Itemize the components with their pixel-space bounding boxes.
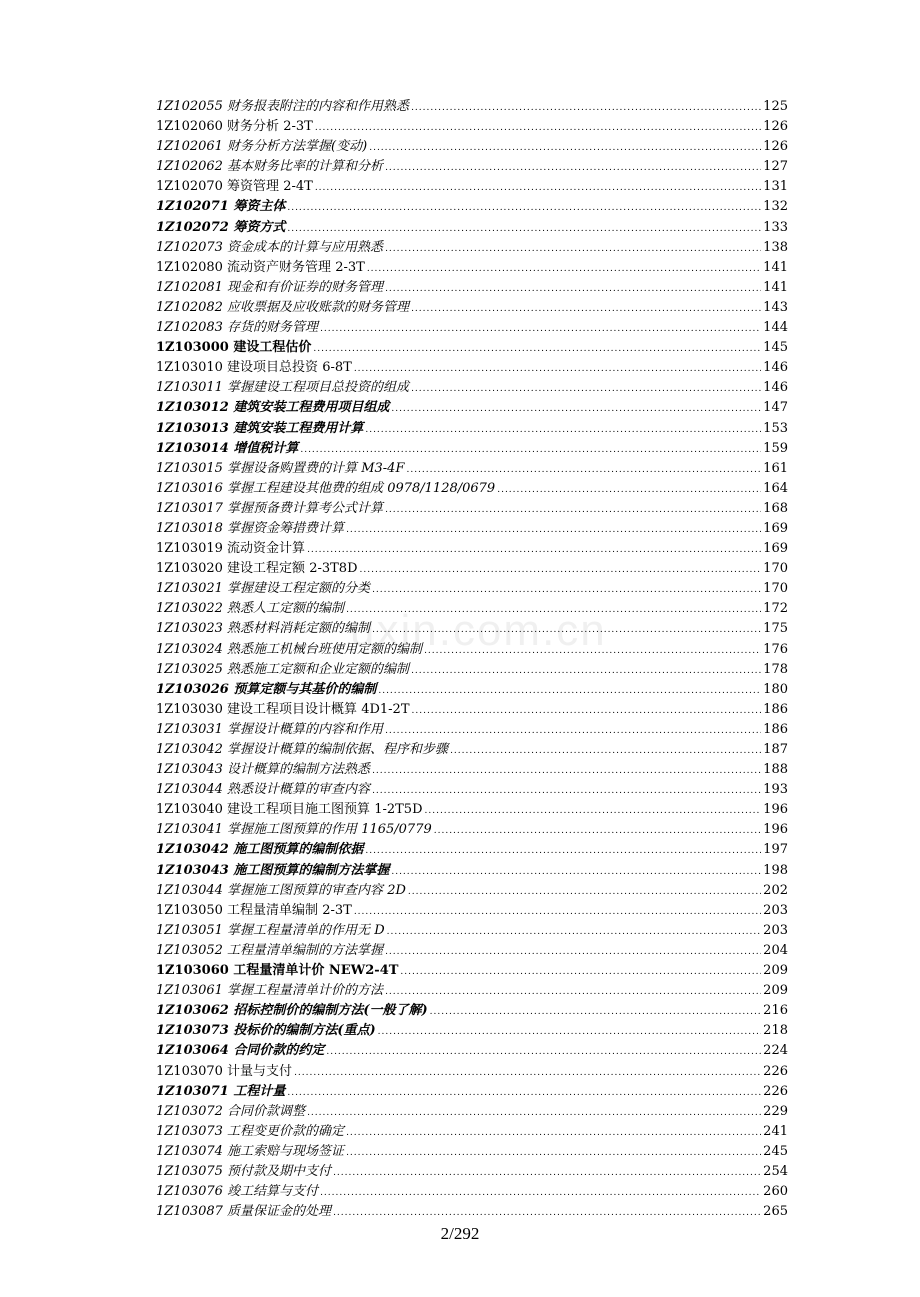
- toc-entry[interactable]: [156, 599, 788, 619]
- toc-entry-title: 1Z103021 掌握建设工程定额的分类: [156, 581, 371, 597]
- dot-leader: [385, 942, 761, 962]
- toc-entry-page: 197: [763, 842, 788, 858]
- toc-entry-page: 188: [763, 762, 788, 778]
- dot-leader: [430, 1002, 762, 1022]
- toc-entry[interactable]: [156, 1001, 788, 1021]
- dot-leader: [360, 560, 762, 580]
- toc-entry-title: 1Z103016 掌握工程建设其他费的组成 0978/1128/0679: [156, 480, 496, 496]
- page-number: 2/292: [440, 1224, 480, 1243]
- toc-entry-page: 209: [763, 983, 788, 999]
- dot-leader: [367, 259, 761, 279]
- toc-entry-title: 1Z103013 建筑安装工程费用计算: [156, 420, 364, 436]
- toc-entry-title: 1Z102071 筹资主体: [156, 199, 286, 215]
- dot-leader: [294, 1063, 761, 1083]
- toc-entry-title: 1Z103072 合同价款调整: [156, 1103, 306, 1119]
- toc-entry-title: 1Z103030 建设工程项目设计概算 4D1-2T: [156, 701, 410, 717]
- dot-leader: [391, 399, 761, 419]
- toc-entry-title: 1Z103014 增值税计算: [156, 440, 299, 456]
- toc-entry-title: 1Z102081 现金和有价证券的财务管理: [156, 279, 384, 295]
- toc-entry[interactable]: [156, 238, 788, 258]
- toc-entry-page: 224: [763, 1043, 788, 1059]
- toc-entry-title: 1Z103040 建设工程项目施工图预算 1-2T5D: [156, 802, 423, 818]
- toc-entry-page: 172: [763, 601, 788, 617]
- toc-entry-page: 226: [763, 1063, 788, 1079]
- toc-entry-page: 141: [763, 259, 788, 275]
- toc-entry[interactable]: [156, 278, 788, 298]
- dot-leader: [385, 500, 761, 520]
- toc-entry-page: 226: [763, 1083, 788, 1099]
- toc-entry-title: 1Z103023 熟悉材料消耗定额的编制: [156, 621, 371, 637]
- toc-entry[interactable]: [156, 760, 788, 780]
- toc-entry[interactable]: [156, 559, 788, 579]
- toc-entry[interactable]: [156, 740, 788, 760]
- toc-entry-title: 1Z103052 工程量清单编制的方法掌握: [156, 942, 384, 958]
- dot-leader: [385, 721, 761, 741]
- toc-entry-page: 186: [763, 701, 788, 717]
- toc-entry-title: 1Z103060 工程量清单计价 NEW2-4T: [156, 963, 399, 979]
- dot-leader: [391, 862, 761, 882]
- toc-entry[interactable]: [156, 439, 788, 459]
- toc-entry[interactable]: [156, 700, 788, 720]
- toc-entry[interactable]: [156, 258, 788, 278]
- toc-entry-page: 186: [763, 721, 788, 737]
- toc-entry-title: 1Z103042 掌握设计概算的编制依据、程序和步骤: [156, 742, 449, 757]
- toc-entry[interactable]: [156, 981, 788, 1001]
- dot-leader: [365, 420, 761, 440]
- toc-entry-title: 1Z103074 施工索赔与现场签证: [156, 1143, 345, 1159]
- dot-leader: [369, 138, 761, 158]
- dot-leader: [333, 1203, 761, 1223]
- toc-entry-page: 138: [763, 239, 788, 255]
- table-of-contents: [156, 97, 788, 1222]
- toc-entry[interactable]: [156, 358, 788, 378]
- toc-entry-title: 1Z102080 流动资产财务管理 2-3T: [156, 259, 365, 275]
- toc-entry[interactable]: [156, 901, 788, 921]
- dot-leader: [320, 1183, 761, 1203]
- dot-leader: [412, 701, 762, 721]
- toc-entry-page: 126: [763, 139, 788, 155]
- dot-leader: [372, 580, 761, 600]
- toc-entry-title: 1Z102072 筹资方式: [156, 219, 286, 235]
- toc-entry[interactable]: [156, 177, 788, 197]
- dot-leader: [400, 962, 761, 982]
- toc-entry[interactable]: [156, 1062, 788, 1082]
- toc-entry[interactable]: [156, 137, 788, 157]
- toc-entry-page: 176: [763, 641, 788, 657]
- toc-entry[interactable]: [156, 318, 788, 338]
- dot-leader: [411, 379, 761, 399]
- toc-entry[interactable]: [156, 1122, 788, 1142]
- toc-entry-page: 126: [763, 119, 788, 135]
- toc-entry-page: 216: [763, 1003, 788, 1019]
- toc-entry-title: 1Z102062 基本财务比率的计算和分析: [156, 159, 384, 175]
- dot-leader: [320, 319, 761, 339]
- dot-leader: [406, 460, 761, 480]
- dot-leader: [385, 279, 761, 299]
- toc-entry[interactable]: [156, 1102, 788, 1122]
- toc-entry-page: 254: [763, 1163, 788, 1179]
- dot-leader: [450, 741, 761, 761]
- toc-entry-title: 1Z103076 竣工结算与支付: [156, 1184, 319, 1200]
- toc-entry[interactable]: [156, 459, 788, 479]
- toc-entry-page: 196: [763, 802, 788, 818]
- dot-leader: [411, 98, 761, 118]
- dot-leader: [287, 1083, 761, 1103]
- toc-entry-title: 1Z103075 预付款及期中支付: [156, 1163, 332, 1179]
- dot-leader: [346, 600, 761, 620]
- toc-entry-title: 1Z103061 掌握工程量清单计价的方法: [156, 983, 384, 999]
- toc-entry[interactable]: [156, 1202, 788, 1222]
- toc-entry[interactable]: [156, 1082, 788, 1102]
- toc-entry[interactable]: [156, 579, 788, 599]
- dot-leader: [408, 882, 761, 902]
- toc-entry[interactable]: [156, 840, 788, 860]
- toc-entry-page: 241: [763, 1123, 788, 1139]
- dot-leader: [346, 520, 761, 540]
- toc-entry[interactable]: [156, 1041, 788, 1061]
- dot-leader: [287, 198, 761, 218]
- toc-entry-page: 169: [763, 541, 788, 557]
- toc-entry-page: 178: [763, 661, 788, 677]
- toc-entry-title: 1Z103050 工程量清单编制 2-3T: [156, 902, 352, 918]
- toc-entry-page: 203: [763, 902, 788, 918]
- dot-leader: [315, 178, 761, 198]
- toc-entry-page: 147: [763, 400, 788, 416]
- toc-entry[interactable]: [156, 97, 788, 117]
- toc-entry-page: 245: [763, 1143, 788, 1159]
- toc-entry[interactable]: [156, 479, 788, 499]
- dot-leader: [372, 761, 761, 781]
- dot-leader: [313, 339, 761, 359]
- toc-entry[interactable]: [156, 800, 788, 820]
- toc-entry-title: 1Z103071 工程计量: [156, 1083, 286, 1099]
- toc-entry-page: 161: [763, 460, 788, 476]
- toc-entry-title: 1Z103043 施工图预算的编制方法掌握: [156, 862, 390, 878]
- dot-leader: [387, 922, 762, 942]
- toc-entry-page: 170: [763, 581, 788, 597]
- toc-entry-page: 265: [763, 1204, 788, 1220]
- toc-entry[interactable]: [156, 660, 788, 680]
- toc-entry[interactable]: [156, 1021, 788, 1041]
- toc-entry[interactable]: [156, 961, 788, 981]
- toc-entry-title: 1Z103012 建筑安装工程费用项目组成: [156, 400, 390, 416]
- dot-leader: [365, 841, 761, 861]
- dot-leader: [372, 620, 761, 640]
- toc-entry-title: 1Z102060 财务分析 2-3T: [156, 119, 313, 135]
- toc-entry-title: 1Z103015 掌握设备购置费的计算 M3-4F: [156, 460, 405, 476]
- toc-entry[interactable]: [156, 197, 788, 217]
- toc-entry-page: 193: [763, 782, 788, 798]
- toc-entry-title: 1Z103025 熟悉施工定额和企业定额的编制: [156, 661, 410, 677]
- dot-leader: [378, 1022, 762, 1042]
- toc-entry[interactable]: [156, 218, 788, 238]
- toc-entry-page: 229: [763, 1103, 788, 1119]
- toc-entry-page: 145: [763, 340, 788, 356]
- toc-entry[interactable]: [156, 1142, 788, 1162]
- toc-entry-title: 1Z103051 掌握工程量清单的作用无 D: [156, 922, 385, 938]
- toc-entry[interactable]: [156, 1182, 788, 1202]
- toc-entry-page: 144: [763, 320, 788, 336]
- watermark: uxin.com.cn: [350, 606, 607, 655]
- toc-entry[interactable]: [156, 1162, 788, 1182]
- toc-entry-page: 198: [763, 862, 788, 878]
- toc-entry-page: 168: [763, 500, 788, 516]
- dot-leader: [425, 801, 762, 821]
- toc-entry-title: 1Z103070 计量与支付: [156, 1063, 293, 1079]
- toc-entry-title: 1Z103026 预算定额与其基价的编制: [156, 681, 377, 697]
- toc-entry[interactable]: [156, 619, 788, 639]
- toc-entry[interactable]: [156, 780, 788, 800]
- toc-entry-page: 175: [763, 621, 788, 637]
- toc-entry[interactable]: [156, 378, 788, 398]
- dot-leader: [287, 219, 761, 239]
- toc-entry-page: 218: [763, 1023, 788, 1039]
- toc-entry-title: 1Z102083 存货的财务管理: [156, 320, 319, 336]
- dot-leader: [307, 1103, 761, 1123]
- toc-entry-title: 1Z103011 掌握建设工程项目总投资的组成: [156, 380, 410, 396]
- dot-leader: [354, 902, 761, 922]
- toc-entry-title: 1Z103020 建设工程定额 2-3T8D: [156, 561, 358, 577]
- dot-leader: [326, 1042, 761, 1062]
- toc-entry-title: 1Z103043 设计概算的编制方法熟悉: [156, 762, 371, 778]
- toc-entry[interactable]: [156, 398, 788, 418]
- toc-entry-page: 125: [763, 99, 788, 114]
- toc-entry-title: 1Z103019 流动资金计算: [156, 541, 306, 557]
- toc-entry[interactable]: [156, 680, 788, 700]
- toc-entry-page: 169: [763, 520, 788, 536]
- toc-entry[interactable]: [156, 861, 788, 881]
- toc-entry[interactable]: [156, 499, 788, 519]
- toc-entry-page: 202: [763, 882, 788, 898]
- dot-leader: [385, 158, 761, 178]
- toc-entry-page: 159: [763, 440, 788, 456]
- toc-entry[interactable]: [156, 820, 788, 840]
- dot-leader: [497, 480, 761, 500]
- dot-leader: [378, 681, 761, 701]
- toc-entry-title: 1Z103017 掌握预备费计算考公式计算: [156, 500, 384, 516]
- toc-entry-title: 1Z103062 招标控制价的编制方法(一般了解): [156, 1003, 428, 1019]
- toc-entry[interactable]: [156, 157, 788, 177]
- toc-entry-title: 1Z102070 筹资管理 2-4T: [156, 179, 313, 195]
- toc-entry[interactable]: [156, 519, 788, 539]
- toc-entry-page: 132: [763, 199, 788, 215]
- toc-entry-page: 170: [763, 561, 788, 577]
- toc-entry-page: 146: [763, 360, 788, 376]
- dot-leader: [385, 239, 761, 259]
- toc-entry-title: 1Z103073 工程变更价款的确定: [156, 1123, 345, 1139]
- toc-entry[interactable]: [156, 419, 788, 439]
- toc-entry-page: 204: [763, 942, 788, 958]
- dot-leader: [354, 359, 761, 379]
- dot-leader: [372, 781, 761, 801]
- toc-entry-title: 1Z102061 财务分析方法掌握(变动): [156, 139, 368, 155]
- dot-leader: [434, 821, 761, 841]
- toc-entry-page: 164: [763, 480, 788, 496]
- toc-entry-title: 1Z103010 建设项目总投资 6-8T: [156, 360, 352, 376]
- toc-entry-page: 127: [763, 159, 788, 175]
- toc-entry-title: 1Z103064 合同价款的约定: [156, 1043, 325, 1059]
- toc-entry-page: 143: [763, 299, 788, 315]
- dot-leader: [411, 661, 761, 681]
- toc-entry-title: 1Z103044 熟悉设计概算的审查内容: [156, 782, 371, 798]
- toc-entry-page: 203: [763, 922, 788, 938]
- toc-entry-title: 1Z103042 施工图预算的编制依据: [156, 842, 364, 858]
- toc-entry-title: 1Z103044 掌握施工图预算的审查内容 2D: [156, 882, 406, 898]
- toc-entry[interactable]: [156, 921, 788, 941]
- dot-leader: [300, 440, 761, 460]
- toc-entry-page: 187: [763, 742, 788, 757]
- toc-entry-page: 131: [763, 179, 788, 195]
- toc-entry[interactable]: [156, 720, 788, 740]
- toc-entry[interactable]: [156, 881, 788, 901]
- toc-entry-title: 1Z103031 掌握设计概算的内容和作用: [156, 721, 384, 737]
- toc-entry-title: 1Z102082 应收票据及应收账款的财务管理: [156, 299, 410, 315]
- toc-entry[interactable]: [156, 640, 788, 660]
- dot-leader: [385, 982, 761, 1002]
- toc-entry[interactable]: [156, 338, 788, 358]
- dot-leader: [424, 641, 761, 661]
- toc-entry-title: 1Z103073 投标价的编制方法(重点): [156, 1023, 376, 1039]
- toc-entry-page: 133: [763, 219, 788, 235]
- toc-entry-title: 1Z103087 质量保证金的处理: [156, 1204, 332, 1220]
- toc-entry-page: 180: [763, 681, 788, 697]
- toc-entry-title: 1Z103000 建设工程估价: [156, 340, 312, 356]
- dot-leader: [307, 540, 761, 560]
- toc-entry-page: 146: [763, 380, 788, 396]
- toc-entry-page: 153: [763, 420, 788, 436]
- toc-entry-page: 209: [763, 963, 788, 979]
- toc-entry-title: 1Z103018 掌握资金筹措费计算: [156, 520, 345, 536]
- toc-entry-title: 1Z102055 财务报表附注的内容和作用熟悉: [156, 99, 410, 114]
- toc-entry-page: 141: [763, 279, 788, 295]
- toc-entry[interactable]: [156, 298, 788, 318]
- toc-entry-title: 1Z103041 掌握施工图预算的作用 1165/0779: [156, 822, 432, 838]
- dot-leader: [346, 1143, 761, 1163]
- toc-entry-page: 196: [763, 822, 788, 838]
- dot-leader: [346, 1123, 761, 1143]
- dot-leader: [333, 1163, 761, 1183]
- dot-leader: [411, 299, 761, 319]
- toc-entry-page: 260: [763, 1184, 788, 1200]
- toc-entry[interactable]: [156, 941, 788, 961]
- toc-entry[interactable]: [156, 117, 788, 137]
- dot-leader: [315, 118, 761, 138]
- toc-entry[interactable]: [156, 539, 788, 559]
- toc-entry-title: 1Z103024 熟悉施工机械台班使用定额的编制: [156, 641, 423, 657]
- toc-entry-title: 1Z102073 资金成本的计算与应用熟悉: [156, 239, 384, 255]
- toc-entry-title: 1Z103022 熟悉人工定额的编制: [156, 601, 345, 617]
